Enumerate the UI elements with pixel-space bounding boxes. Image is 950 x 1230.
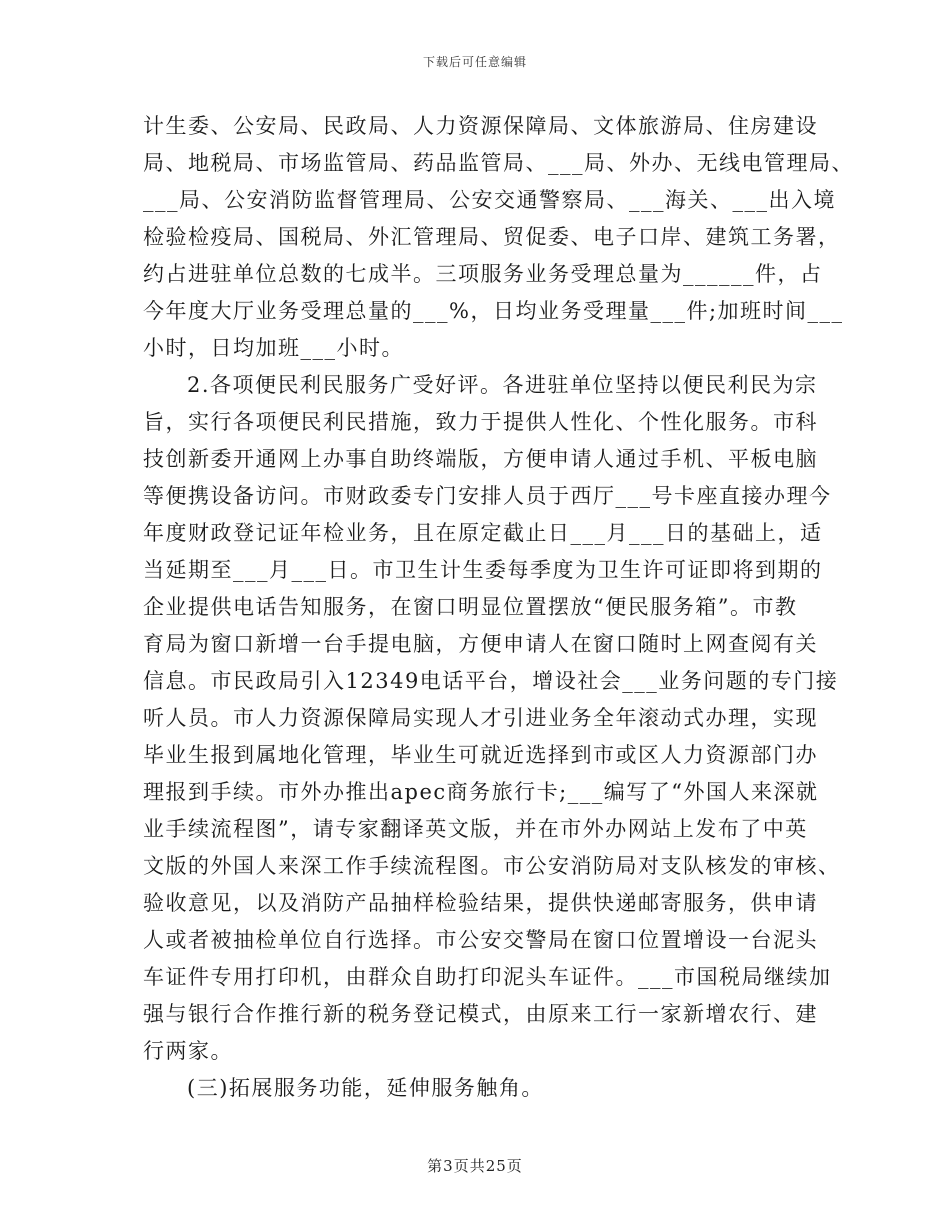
- text-line: 信息。市民政局引入12349电话平台，增设社会___业务问题的专门接: [143, 669, 839, 693]
- page-header-note: 下载后可任意编辑: [422, 55, 527, 69]
- text-line: 局、地税局、市场监管局、药品监管局、___局、外办、无线电管理局、: [143, 151, 854, 175]
- paragraph-heading: 2.各项便民利民服务广受好评。各进驻单位坚持以便民利民为宗: [187, 373, 818, 397]
- text-line: 年度财政登记证年检业务，且在原定截止日___月___日的基础上，适: [143, 521, 823, 545]
- text-line: 毕业生报到属地化管理，毕业生可就近选择到市或区人力资源部门办: [143, 743, 818, 767]
- text-line: 旨，实行各项便民利民措施，致力于提供人性化、个性化服务。市科: [143, 410, 818, 434]
- page-number: 第3页共25页: [427, 1157, 523, 1175]
- text-line: 车证件专用打印机，由群众自助打印泥头车证件。___市国税局继续加: [143, 965, 832, 989]
- text-line: 当延期至___月___日。市卫生计生委每季度为卫生许可证即将到期的: [143, 558, 823, 582]
- text-line: 约占进驻单位总数的七成半。三项服务业务受理总量为______件，占: [143, 262, 823, 286]
- text-line: 等便携设备访问。市财政委专门安排人员于西厅___号卡座直接办理今: [143, 484, 832, 508]
- text-line: 听人员。市人力资源保障局实现人才引进业务全年滚动式办理，实现: [143, 706, 818, 730]
- text-line: 强与银行合作推行新的税务登记模式，由原来工行一家新增农行、建: [143, 1002, 818, 1026]
- text-line: 人或者被抽检单位自行选择。市公安交警局在窗口位置增设一台泥头: [143, 928, 818, 952]
- text-line: 理报到手续。市外办推出apec商务旅行卡;___编写了“外国人来深就: [143, 780, 819, 804]
- text-line: 文版的外国人来深工作手续流程图。市公安消防局对支队核发的审核、: [143, 854, 841, 878]
- text-line: 计生委、公安局、民政局、人力资源保障局、文体旅游局、住房建设: [143, 114, 818, 138]
- text-line: 企业提供电话告知服务，在窗口明显位置摆放“便民服务箱”。市教: [143, 595, 798, 619]
- section-heading: (三)拓展服务功能，延伸服务触角。: [187, 1076, 544, 1100]
- text-line: 今年度大厅业务受理总量的___%，日均业务受理量___件;加班时间___: [143, 299, 844, 323]
- text-line: 检验检疫局、国税局、外汇管理局、贸促委、电子口岸、建筑工务署，: [143, 225, 841, 249]
- text-line: 技创新委开通网上办事自助终端版，方便申请人通过手机、平板电脑: [143, 447, 818, 471]
- text-line: 验收意见，以及消防产品抽样检验结果，提供快递邮寄服务，供申请: [143, 891, 818, 915]
- text-line: 业手续流程图”，请专家翻译英文版，并在市外办网站上发布了中英: [143, 817, 808, 841]
- text-line: 小时，日均加班___小时。: [143, 336, 404, 360]
- text-line: 育局为窗口新增一台手提电脑，方便申请人在窗口随时上网查阅有关: [143, 632, 818, 656]
- text-line: 行两家。: [143, 1039, 233, 1063]
- text-line: ___局、公安消防监督管理局、公安交通警察局、___海关、___出入境: [143, 188, 836, 212]
